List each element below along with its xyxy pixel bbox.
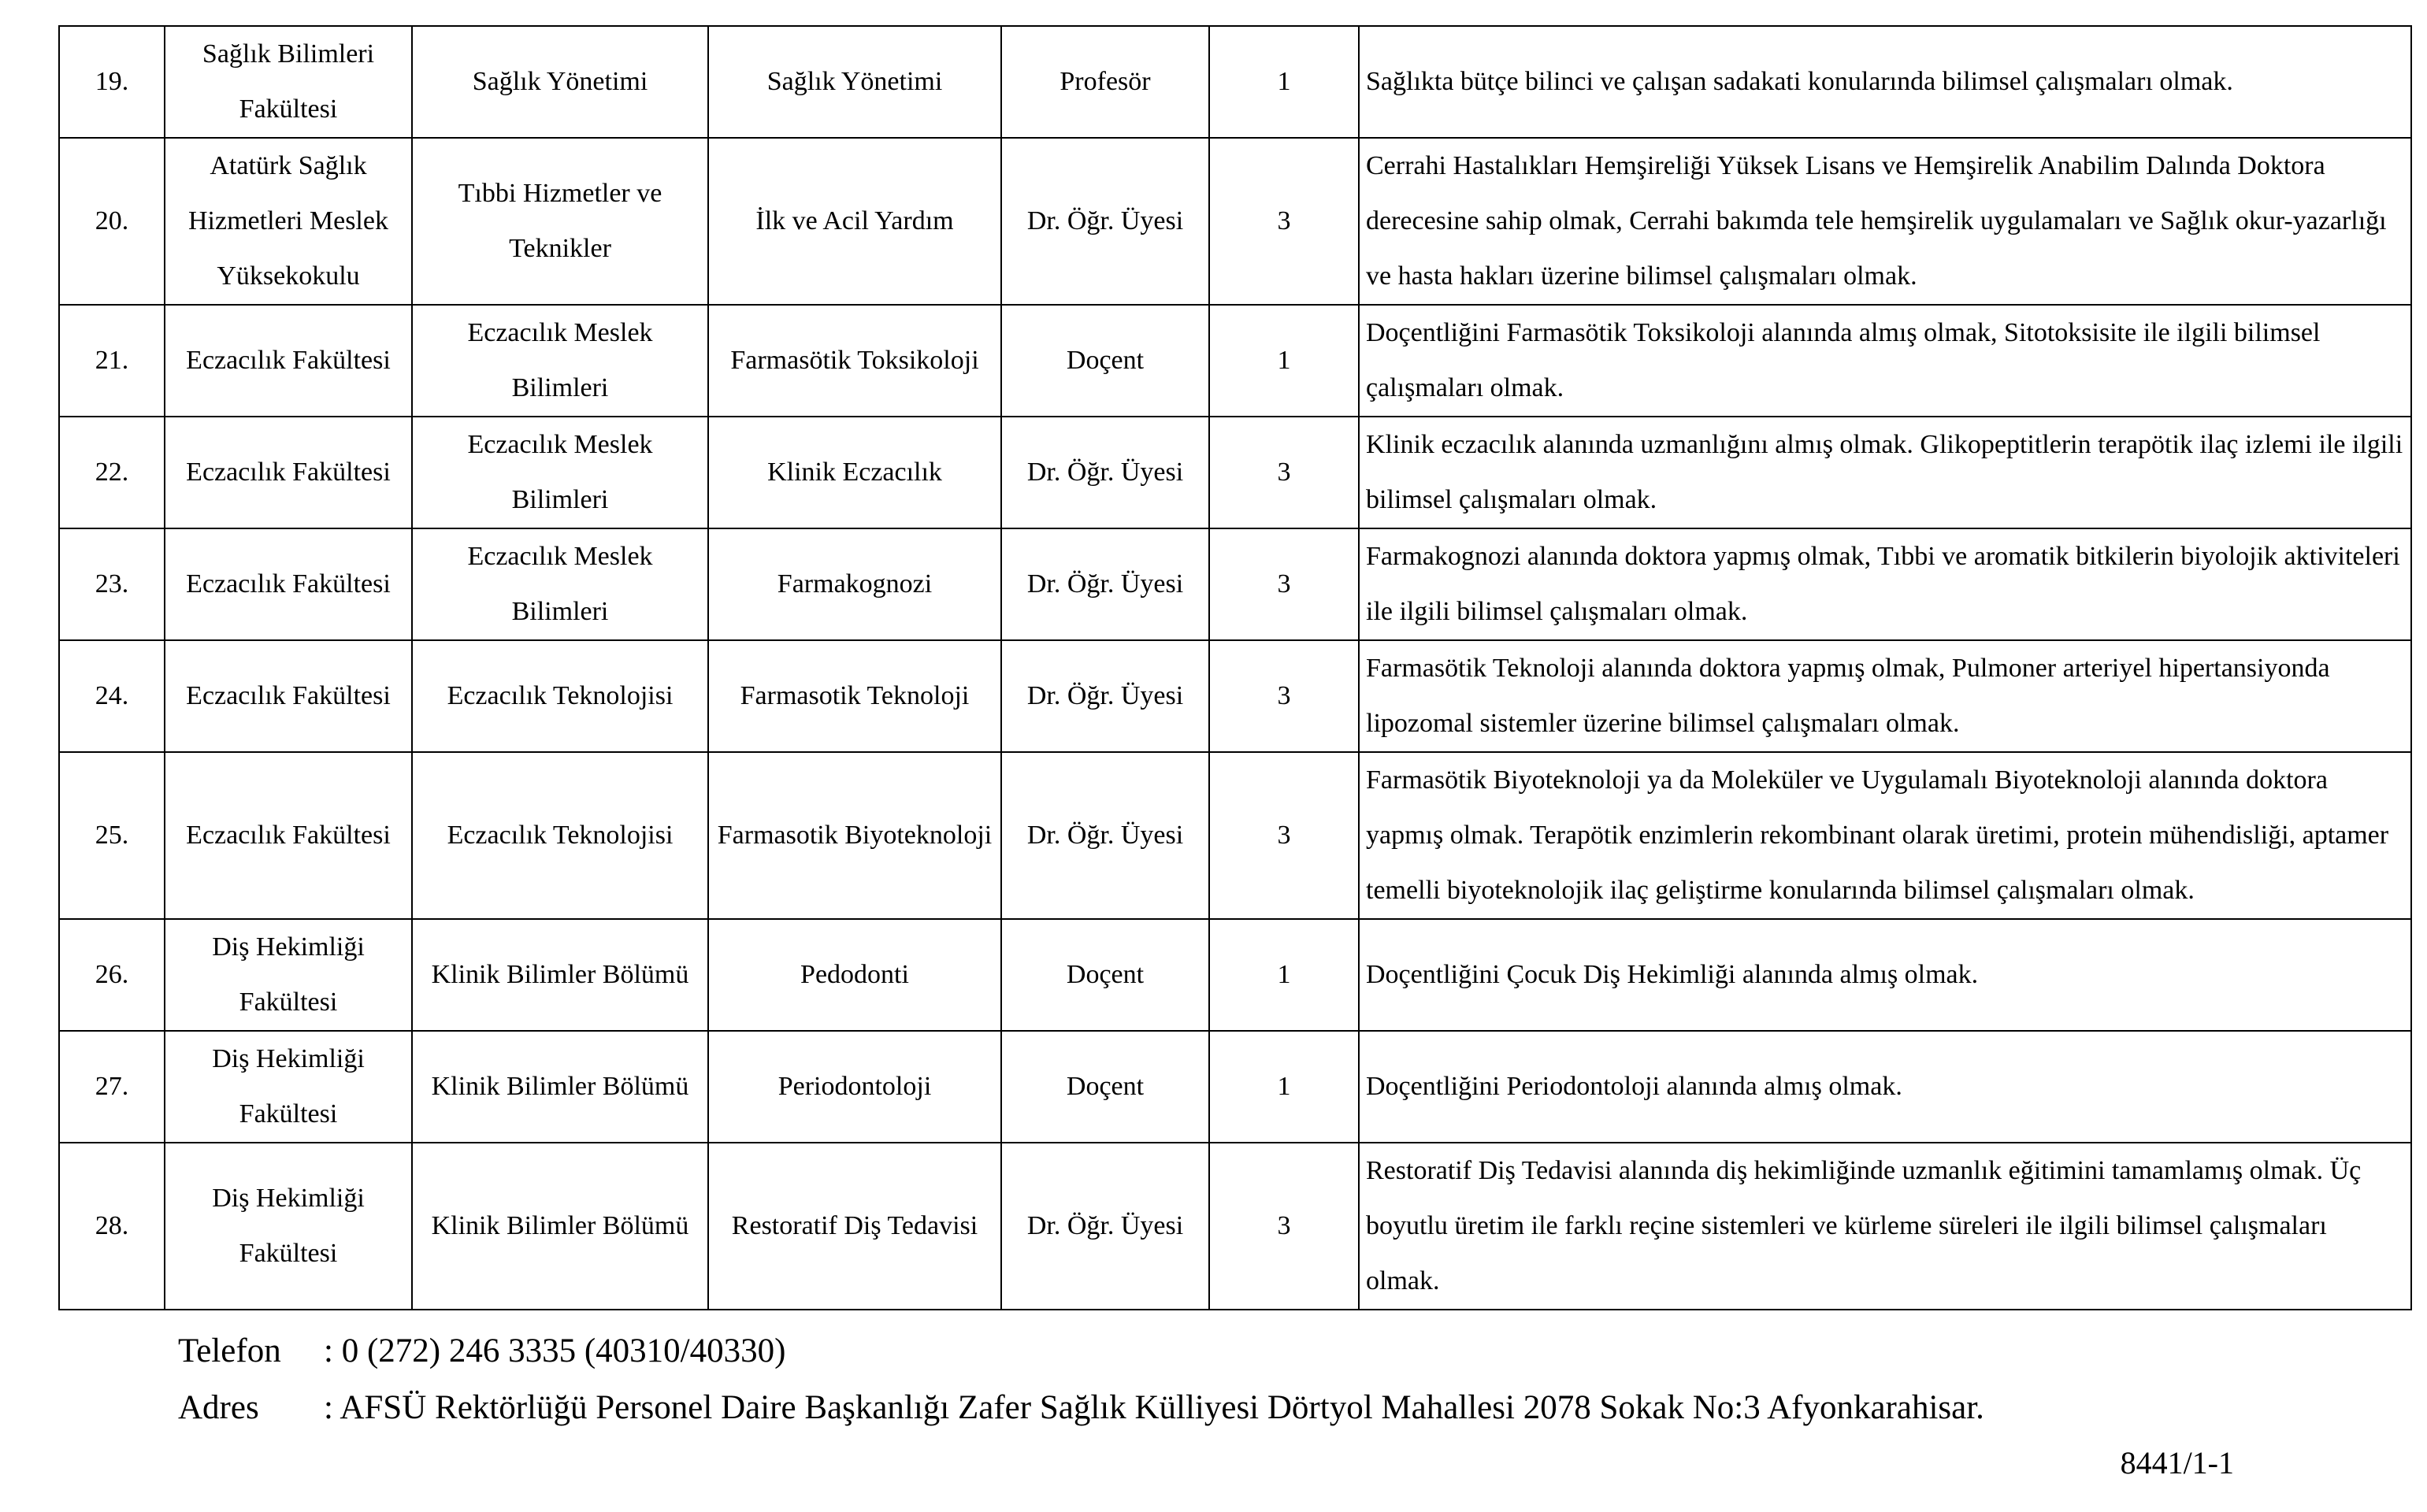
phone-value: : 0 (272) 246 3335 (40310/40330): [324, 1332, 786, 1369]
row-number: 28.: [59, 1143, 165, 1310]
address-label: Adres: [178, 1389, 259, 1426]
requirements-cell: Cerrahi Hastalıkları Hemşireliği Yüksek Lisans ve Hemşirelik Anabilim Dalında Doktora derecesine sahip olmak, Cerrahi bakımda tele hemşirelik uygulamaları ve Sağlık okur-yazarlığı ve hasta hakları üzerine bilimsel çalışmaları olmak.: [1359, 138, 2411, 305]
title-cell: Doçent: [1001, 919, 1209, 1031]
row-number: 25.: [59, 752, 165, 919]
document-code: 8441/1-1: [2120, 1445, 2234, 1480]
department-cell: Klinik Bilimler Bölümü: [412, 919, 708, 1031]
address-value: : AFSÜ Rektörlüğü Personel Daire Başkanlığı Zafer Sağlık Külliyesi Dörtyol Mahallesi 2078 Sokak No:3 Afyonkarahisar.: [324, 1389, 1984, 1426]
requirements-cell: Restoratif Diş Tedavisi alanında diş hekimliğinde uzmanlık eğitimini tamamlamış olmak. Üç boyutlu üretim ile farklı reçine sistemleri ve kürleme süreleri ile ilgili bilimsel çalışmaları olmak.: [1359, 1143, 2411, 1310]
count-cell: 3: [1209, 138, 1359, 305]
faculty-cell: Eczacılık Fakültesi: [165, 528, 412, 640]
phone-line: [178, 1328, 785, 1375]
count-cell: 1: [1209, 1031, 1359, 1143]
title-cell: Doçent: [1001, 1031, 1209, 1143]
table-row: [59, 26, 2411, 138]
count-cell: 1: [1209, 305, 1359, 417]
requirements-cell: Doçentliğini Farmasötik Toksikoloji alanında almış olmak, Sitotoksisite ile ilgili bilimsel çalışmaları olmak.: [1359, 305, 2411, 417]
table-row: [59, 1143, 2411, 1310]
faculty-cell: Sağlık Bilimleri Fakültesi: [165, 26, 412, 138]
row-number: 27.: [59, 1031, 165, 1143]
table-row: [59, 640, 2411, 752]
row-number: 19.: [59, 26, 165, 138]
field-cell: Pedodonti: [708, 919, 1001, 1031]
requirements-cell: Doçentliğini Periodontoloji alanında almış olmak.: [1359, 1031, 2411, 1143]
faculty-cell: Atatürk Sağlık Hizmetleri Meslek Yüksekokulu: [165, 138, 412, 305]
field-cell: Klinik Eczacılık: [708, 417, 1001, 528]
title-cell: Dr. Öğr. Üyesi: [1001, 417, 1209, 528]
table-row: [59, 417, 2411, 528]
field-cell: Farmakognozi: [708, 528, 1001, 640]
department-cell: Klinik Bilimler Bölümü: [412, 1031, 708, 1143]
faculty-cell: Diş Hekimliği Fakültesi: [165, 919, 412, 1031]
address-line: [178, 1384, 1984, 1432]
department-cell: Tıbbi Hizmetler ve Teknikler: [412, 138, 708, 305]
title-cell: Dr. Öğr. Üyesi: [1001, 752, 1209, 919]
row-number: 24.: [59, 640, 165, 752]
phone-label: Telefon: [178, 1332, 281, 1369]
faculty-cell: Eczacılık Fakültesi: [165, 752, 412, 919]
positions-table: [58, 25, 2412, 1310]
requirements-cell: Klinik eczacılık alanında uzmanlığını almış olmak. Glikopeptitlerin terapötik ilaç izlemi ile ilgili bilimsel çalışmaları olmak.: [1359, 417, 2411, 528]
table-row: [59, 138, 2411, 305]
count-cell: 1: [1209, 26, 1359, 138]
faculty-cell: Diş Hekimliği Fakültesi: [165, 1031, 412, 1143]
field-cell: İlk ve Acil Yardım: [708, 138, 1001, 305]
title-cell: Dr. Öğr. Üyesi: [1001, 528, 1209, 640]
field-cell: Farmasötik Toksikoloji: [708, 305, 1001, 417]
row-number: 26.: [59, 919, 165, 1031]
count-cell: 3: [1209, 417, 1359, 528]
requirements-cell: Farmakognozi alanında doktora yapmış olmak, Tıbbi ve aromatik bitkilerin biyolojik aktiviteleri ile ilgili bilimsel çalışmaları olmak.: [1359, 528, 2411, 640]
title-cell: Dr. Öğr. Üyesi: [1001, 640, 1209, 752]
department-cell: Eczacılık Meslek Bilimleri: [412, 305, 708, 417]
field-cell: Periodontoloji: [708, 1031, 1001, 1143]
faculty-cell: Eczacılık Fakültesi: [165, 640, 412, 752]
title-cell: Dr. Öğr. Üyesi: [1001, 1143, 1209, 1310]
count-cell: 3: [1209, 752, 1359, 919]
field-cell: Farmasotik Biyoteknoloji: [708, 752, 1001, 919]
requirements-cell: Farmasötik Teknoloji alanında doktora yapmış olmak, Pulmoner arteriyel hipertansiyonda lipozomal sistemler üzerine bilimsel çalışmaları olmak.: [1359, 640, 2411, 752]
department-cell: Eczacılık Teknolojisi: [412, 640, 708, 752]
table-row: [59, 752, 2411, 919]
row-number: 22.: [59, 417, 165, 528]
department-cell: Eczacılık Meslek Bilimleri: [412, 417, 708, 528]
table-row: [59, 1031, 2411, 1143]
count-cell: 3: [1209, 1143, 1359, 1310]
department-cell: Eczacılık Teknolojisi: [412, 752, 708, 919]
row-number: 23.: [59, 528, 165, 640]
faculty-cell: Eczacılık Fakültesi: [165, 417, 412, 528]
field-cell: Farmasotik Teknoloji: [708, 640, 1001, 752]
count-cell: 3: [1209, 528, 1359, 640]
count-cell: 3: [1209, 640, 1359, 752]
title-cell: Profesör: [1001, 26, 1209, 138]
table-row: [59, 528, 2411, 640]
table-row: [59, 919, 2411, 1031]
department-cell: Sağlık Yönetimi: [412, 26, 708, 138]
table-row: [59, 305, 2411, 417]
requirements-cell: Sağlıkta bütçe bilinci ve çalışan sadakati konularında bilimsel çalışmaları olmak.: [1359, 26, 2411, 138]
department-cell: Eczacılık Meslek Bilimleri: [412, 528, 708, 640]
requirements-cell: Farmasötik Biyoteknoloji ya da Moleküler ve Uygulamalı Biyoteknoloji alanında doktora yapmış olmak. Terapötik enzimlerin rekombinant olarak üretimi, protein mühendisliği, aptamer temelli biyoteknolojik ilaç geliştirme konularında bilimsel çalışmaları olmak.: [1359, 752, 2411, 919]
title-cell: Doçent: [1001, 305, 1209, 417]
field-cell: Restoratif Diş Tedavisi: [708, 1143, 1001, 1310]
faculty-cell: Eczacılık Fakültesi: [165, 305, 412, 417]
requirements-cell: Doçentliğini Çocuk Diş Hekimliği alanında almış olmak.: [1359, 919, 2411, 1031]
department-cell: Klinik Bilimler Bölümü: [412, 1143, 708, 1310]
field-cell: Sağlık Yönetimi: [708, 26, 1001, 138]
row-number: 20.: [59, 138, 165, 305]
faculty-cell: Diş Hekimliği Fakültesi: [165, 1143, 412, 1310]
count-cell: 1: [1209, 919, 1359, 1031]
row-number: 21.: [59, 305, 165, 417]
title-cell: Dr. Öğr. Üyesi: [1001, 138, 1209, 305]
